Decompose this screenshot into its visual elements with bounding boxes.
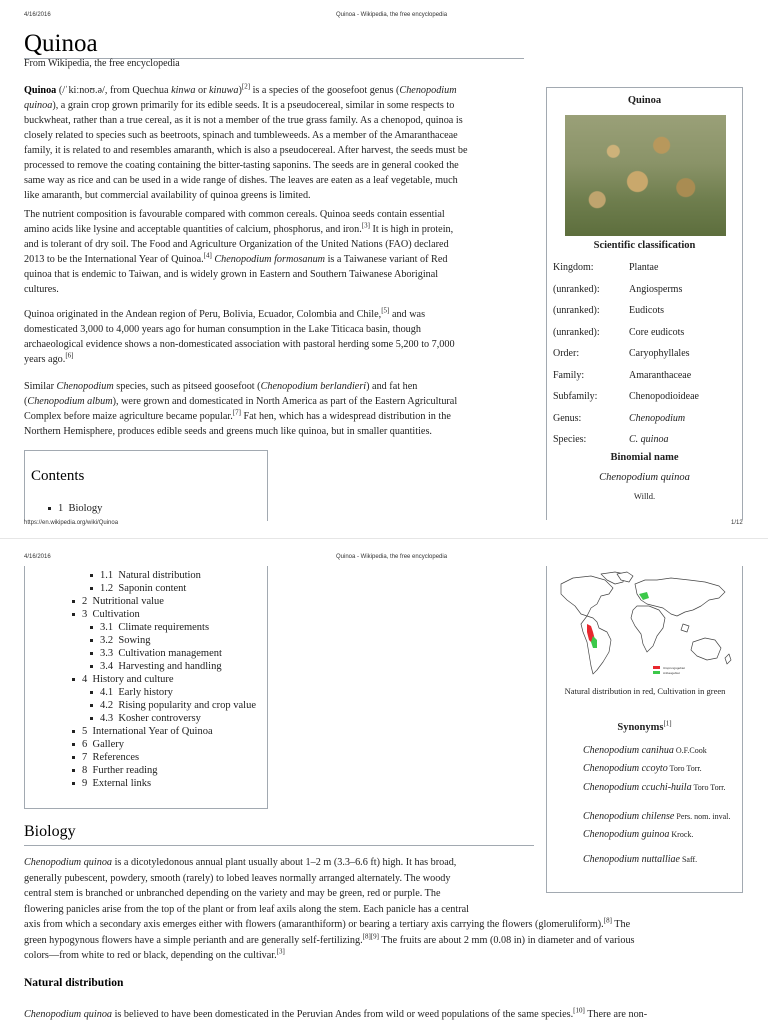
synonym-name[interactable]: Chenopodium ccoyto: [583, 763, 668, 774]
bullet-icon: [72, 769, 75, 772]
paragraph-line: [24, 902, 754, 918]
toc-item[interactable]: [90, 699, 256, 712]
toc-num: 4.3: [100, 713, 114, 724]
synonym-author: Saff.: [679, 855, 698, 864]
classification-rank: (unranked):: [553, 305, 600, 316]
toc-label: Cultivation: [87, 609, 140, 620]
bullet-icon: [72, 613, 75, 616]
synonyms-ref[interactable]: [1]: [663, 719, 672, 728]
toc-num: 3: [82, 609, 88, 620]
toc-label: Saponin content: [113, 583, 187, 594]
citation-link[interactable]: [5]: [381, 306, 390, 315]
legend-red-label: Ursprungsgebiet: [663, 666, 686, 670]
sci-classification-heading: Scientific classification: [593, 240, 696, 251]
legend-red-swatch: [653, 666, 660, 669]
citation-link[interactable]: [2]: [241, 82, 251, 91]
toc-item[interactable]: [90, 647, 222, 660]
paragraph-line: [24, 143, 534, 158]
text-run: The fruits are about 2 mm (0.08 in) in diameter and of various: [378, 934, 635, 946]
quinoa-photo[interactable]: [565, 115, 726, 236]
citation-link[interactable]: [3]: [276, 947, 285, 956]
page-subtitle: From Wikipedia, the free encyclopedia: [24, 58, 180, 69]
text-run: or: [195, 85, 210, 96]
page1-footer-pagenum: 1/12: [731, 520, 743, 526]
text-run: colors—from white to red or black, depending on the cultivar.: [24, 950, 277, 961]
synonym-author: Pers. nom. inval.: [674, 812, 731, 821]
citation-link[interactable]: [6]: [65, 351, 74, 360]
text-run: species, such as pitseed goosefoot (: [113, 381, 261, 392]
bullet-icon: [72, 782, 75, 785]
bold-term: Quinoa: [24, 85, 57, 96]
citation-link[interactable]: [4]: [203, 251, 212, 260]
synonym-name[interactable]: Chenopodium guinoa: [583, 829, 670, 840]
text-run: (: [24, 396, 28, 407]
text-run: buckwheat, rather than a true cereal, as it is not a member of the true grass family. As a chenopod, quinoa is: [24, 115, 463, 126]
origin-paragraph: [24, 307, 534, 367]
toc-item[interactable]: [90, 634, 150, 647]
text-run: family, it is related to and resembles amaranth, which is also a pseudocereal. After harvest, the seeds must be: [24, 145, 468, 156]
text-run: is a Taiwanese variant of Red: [325, 254, 448, 265]
text-run: 2013 to be the International Year of Quinoa.: [24, 254, 204, 265]
paragraph-line: [24, 1007, 768, 1022]
classification-value[interactable]: Chenopodium: [629, 412, 686, 424]
classification-value[interactable]: Chenopodioideae: [629, 391, 699, 402]
classification-value[interactable]: Eudicots: [629, 305, 664, 316]
italic-term: Chenopodium quinoa: [24, 857, 113, 868]
italic-term: Chenopodium berlandieri: [260, 381, 367, 392]
bullet-icon: [90, 665, 93, 668]
toc-label: Natural distribution: [113, 570, 201, 581]
text-run: is a species of the goosefoot genus (: [250, 85, 400, 96]
page2-header-date: 4/16/2016: [24, 554, 51, 560]
text-run: central stem is branched or unbranched depending on the variety and may be green, red or purple. The: [24, 888, 441, 899]
toc-num: 3.1: [100, 622, 114, 633]
synonym-name[interactable]: Chenopodium ccuchi-huila: [583, 782, 692, 793]
toc-num: 1.1: [100, 570, 114, 581]
toc-item[interactable]: [72, 751, 139, 764]
italic-term: Chenopodium album: [27, 396, 113, 407]
toc-item[interactable]: [90, 712, 201, 725]
bullet-icon: [90, 717, 93, 720]
toc-num: 9: [82, 778, 88, 789]
paragraph-line: [24, 282, 534, 297]
page1-header-date: 4/16/2016: [24, 12, 51, 18]
text-run: It is high in protein,: [369, 224, 454, 235]
toc-num: 3.4: [100, 661, 114, 672]
text-run: The nutrient composition is favourable compared with common cereals. Quinoa seeds contain essential: [24, 209, 445, 220]
toc-num: 6: [82, 739, 88, 750]
citation-link[interactable]: [7]: [232, 408, 241, 417]
classification-value[interactable]: Plantae: [629, 262, 659, 273]
contents-list: [24, 569, 266, 799]
bullet-icon: [72, 756, 75, 759]
text-run: Northern Hemisphere, produces edible seeds and greens much like quinoa, but in smaller quantities.: [24, 426, 432, 437]
paragraph-line: [24, 113, 534, 128]
text-run: ), a grain crop grown primarily for its edible seeds. It is a pseudocereal, similar in some respects to: [52, 100, 455, 111]
classification-value[interactable]: Angiosperms: [629, 283, 683, 295]
infobox-title: Quinoa: [627, 95, 662, 106]
text-run: axis from which a secondary axis emerges either with flowers (amaranthiform) or bearing a tertiary axis carrying the flowers (glomeruliform).: [24, 919, 604, 930]
binomial-heading: Binomial name: [610, 452, 679, 463]
toc-item[interactable]: [72, 738, 124, 751]
toc-label: Nutritional value: [87, 596, 164, 607]
synonym-item: [583, 808, 735, 826]
biology-heading: Biology: [24, 823, 76, 840]
text-run: cultures.: [24, 284, 59, 295]
synonym-name[interactable]: Chenopodium chilense: [583, 811, 675, 822]
italic-term: Chenopodium: [399, 85, 457, 96]
classification-rank: Subfamily:: [553, 391, 598, 402]
paragraph-line: [24, 886, 754, 902]
toc-label: History and culture: [87, 674, 174, 685]
text-run: There are non-: [584, 1009, 648, 1020]
text-run: archaeological evidence shows a non-domesticated association with pastoral herding some 5,200 to 7,000: [24, 339, 455, 350]
italic-term: quinoa: [24, 100, 53, 111]
paragraph-line: [24, 207, 534, 222]
toc-num: 5: [82, 726, 88, 737]
toc-item[interactable]: [72, 777, 151, 790]
paragraph-line: [24, 337, 534, 352]
toc-label: Rising popularity and crop value: [113, 700, 257, 711]
citation-link[interactable]: [3]: [361, 221, 370, 230]
paragraph-line: [24, 98, 534, 113]
toc-label: Biology: [68, 503, 103, 514]
italic-term: Chenopodium formosanum: [214, 254, 326, 265]
text-run: same way as rice and can be used in a wide range of dishes. The leaves are eaten as a leaf vegetable, much: [24, 175, 458, 186]
toc-label: Further reading: [87, 765, 158, 776]
bullet-icon: [72, 743, 75, 746]
paragraph-line: [24, 855, 754, 871]
classification-table: [553, 262, 738, 452]
synonym-name[interactable]: Chenopodium canihua: [583, 745, 674, 756]
toc-num: 4: [82, 674, 88, 685]
bullet-icon: [48, 507, 51, 510]
toc-label: Kosher controversy: [113, 713, 201, 724]
toc-item[interactable]: [72, 673, 174, 686]
paragraph-line: [24, 948, 754, 964]
synonym-item: [583, 779, 735, 797]
paragraph-line: [24, 917, 754, 933]
legend-green-swatch: [653, 671, 660, 674]
text-run: amino acids like lysine and acceptable quantities of calcium, phosphorus, and iron.: [24, 224, 362, 235]
toc-label: Harvesting and handling: [113, 661, 222, 672]
text-run: and is tolerant of dry soil. The Food and Agriculture Organization of the United Nations (FAO) declared: [24, 239, 449, 250]
bullet-icon: [90, 574, 93, 577]
toc-item[interactable]: [90, 621, 209, 634]
toc-item[interactable]: [72, 764, 158, 777]
paragraph-line: [24, 188, 534, 203]
classification-rank: Kingdom:: [553, 262, 594, 273]
synonym-item: [583, 826, 735, 844]
text-run: Similar: [24, 381, 57, 392]
text-run: ), were grown and domesticated in North America as part of the Eastern Agricultural: [112, 396, 458, 407]
bullet-icon: [72, 678, 75, 681]
toc-num: 2: [82, 596, 88, 607]
paragraph-line: [24, 933, 754, 949]
toc-item[interactable]: [72, 725, 213, 738]
paragraph-line: [24, 222, 534, 237]
paragraph-line: [24, 158, 534, 173]
bullet-icon: [90, 691, 93, 694]
bullet-icon: [90, 587, 93, 590]
text-run: flowering panicles arise from the top of the plant or from leaf axils along the stem. Each panicle has a central: [24, 903, 469, 915]
classification-value[interactable]: C. quinoa: [629, 434, 669, 445]
classification-rank: (unranked):: [553, 283, 600, 295]
synonyms-heading: [546, 719, 743, 733]
text-run: green hypogynous flowers have a simple perianth and are generally self-fertilizing.: [24, 934, 363, 946]
toc-item[interactable]: [72, 608, 140, 621]
toc-label: Gallery: [87, 739, 124, 750]
text-run: ) and fat hen: [366, 381, 418, 392]
synonym-author: Toro Torr.: [667, 764, 702, 773]
italic-term: kinuwa: [209, 85, 239, 96]
contents-title: Contents: [31, 468, 85, 484]
toc-label: Climate requirements: [113, 622, 210, 633]
italic-term: Chenopodium quinoa: [24, 1009, 113, 1020]
toc-label: References: [87, 752, 140, 763]
synonym-item: [583, 760, 735, 778]
synonym-author: Krock.: [669, 830, 694, 839]
synonyms-heading-text: Synonyms: [617, 722, 664, 733]
synonym-author: Toro Torr.: [691, 783, 726, 792]
citation-link[interactable]: [8]: [603, 916, 612, 925]
paragraph-line: [24, 394, 534, 409]
toc-item[interactable]: [90, 582, 186, 595]
paragraph-line: [24, 424, 534, 439]
text-run: quinoa that is endemic to Taiwan, and is widely grown in Eastern and Southern Taiwanese Aboriginal: [24, 269, 439, 280]
binomial-name: Chenopodium quinoa: [599, 472, 690, 483]
italic-term: Chenopodium: [56, 381, 114, 392]
intro-paragraph: [24, 83, 534, 203]
toc-num: 3.2: [100, 635, 114, 646]
paragraph-line: [24, 83, 534, 98]
legend-green-label: Anbaugebiet: [663, 671, 680, 675]
synonym-author: O.F.Cook: [673, 746, 707, 755]
text-run: and was: [389, 309, 426, 320]
bullet-icon: [90, 704, 93, 707]
similar-species-paragraph: [24, 379, 534, 439]
synonym-item: [583, 742, 735, 760]
page1-header-title: Quinoa - Wikipedia, the free encyclopedia: [336, 12, 448, 18]
paragraph-line: [24, 267, 534, 282]
toc-num: 1: [58, 503, 64, 514]
classification-rank: Order:: [553, 348, 580, 359]
map-caption: Natural distribution in red, Cultivation in green: [564, 686, 726, 696]
text-run: years ago.: [24, 354, 66, 365]
text-run: Fat hen, which has a widespread distribution in the: [240, 411, 451, 422]
toc-item[interactable]: [72, 595, 164, 608]
citation-link[interactable]: [10]: [573, 1006, 585, 1015]
page1-footer-url[interactable]: https://en.wikipedia.org/wiki/Quinoa: [24, 520, 119, 526]
bullet-icon: [72, 730, 75, 733]
classification-value[interactable]: Caryophyllales: [629, 348, 690, 359]
toc-label: Cultivation management: [113, 648, 222, 659]
page-separator: [0, 538, 768, 539]
text-run: (/ˈkiːnoʊ.ə/, from Quechua: [56, 85, 172, 96]
binomial-authority: Willd.: [633, 491, 656, 501]
paragraph-line: [24, 871, 754, 887]
bullet-icon: [72, 600, 75, 603]
toc-item[interactable]: [90, 569, 201, 582]
page-title: Quinoa: [24, 30, 98, 57]
toc-label: Early history: [113, 687, 173, 698]
paragraph-line: [24, 237, 534, 252]
toc-item[interactable]: [90, 660, 222, 673]
paragraph-line: [24, 173, 534, 188]
nutrition-paragraph: [24, 207, 534, 297]
toc-num: 1.2: [100, 583, 114, 594]
text-run: is believed to have been domesticated in the Peruvian Andes from wild or weed populations of the same species.: [112, 1009, 574, 1020]
toc-num: 7: [82, 752, 88, 763]
paragraph-line: [24, 352, 534, 367]
bullet-icon: [90, 652, 93, 655]
bullet-icon: [90, 639, 93, 642]
paragraph-line: [24, 128, 534, 143]
toc-num: 3.3: [100, 648, 114, 659]
text-run: Quinoa originated in the Andean region of Peru, Bolivia, Ecuador, Colombia and Chile,: [24, 309, 382, 320]
toc-item-biology[interactable]: [48, 502, 102, 515]
toc-label: External links: [87, 778, 152, 789]
text-run: processed to remove the coating containing the bitter-tasting saponins. The seeds are in general cooked the: [24, 160, 459, 171]
natural-distribution-heading: Natural distribution: [24, 977, 124, 989]
classification-rank: Species:: [553, 434, 587, 445]
classification-rank: Family:: [553, 369, 585, 381]
classification-rank: (unranked):: [553, 326, 600, 338]
classification-value[interactable]: Amaranthaceae: [629, 369, 692, 381]
natural-distribution-paragraph: [24, 1007, 768, 1022]
citation-link[interactable]: [8][9]: [362, 932, 379, 941]
paragraph-line: [24, 322, 534, 337]
paragraph-line: [24, 252, 534, 267]
bullet-icon: [90, 626, 93, 629]
toc-label: Sowing: [113, 635, 151, 646]
paragraph-line: [24, 379, 534, 394]
text-run: like amaranth, but commercial availability of quinoa greens is limited.: [24, 190, 311, 201]
text-run: ): [238, 85, 242, 96]
text-run: domesticated 3,000 to 4,000 years ago for human consumption in the Lake Titicaca basin, though: [24, 324, 421, 335]
toc-num: 4.1: [100, 687, 114, 698]
text-run: The: [611, 919, 631, 930]
toc-num: 4.2: [100, 700, 114, 711]
classification-value[interactable]: Core eudicots: [629, 326, 685, 338]
toc-item[interactable]: [90, 686, 173, 699]
paragraph-line: [24, 307, 534, 322]
toc-label: International Year of Quinoa: [87, 726, 213, 737]
classification-rank: Genus:: [553, 412, 582, 424]
distribution-map[interactable]: [553, 570, 737, 682]
biology-divider: [24, 845, 534, 846]
italic-term: kinwa: [171, 85, 196, 96]
biology-paragraph: [24, 855, 754, 964]
text-run: Complex before maize agriculture became popular.: [24, 411, 233, 422]
text-run: is a dicotyledonous annual plant usually about 1–2 m (3.3–6.6 ft) high. It has broad,: [112, 857, 457, 868]
text-run: closely related to species such as beetroots, spinach and tumbleweeds. As a member of the Amaranthaceae: [24, 130, 458, 141]
page2-header-title: Quinoa - Wikipedia, the free encyclopedia: [336, 554, 448, 560]
paragraph-line: [24, 409, 534, 424]
toc-num: 8: [82, 765, 88, 776]
text-run: generally pubescent, powdery, smooth (rarely) to lobed leaves normally arranged alternately. The woody: [24, 872, 451, 884]
synonym-name[interactable]: Chenopodium nuttalliae: [583, 854, 680, 865]
